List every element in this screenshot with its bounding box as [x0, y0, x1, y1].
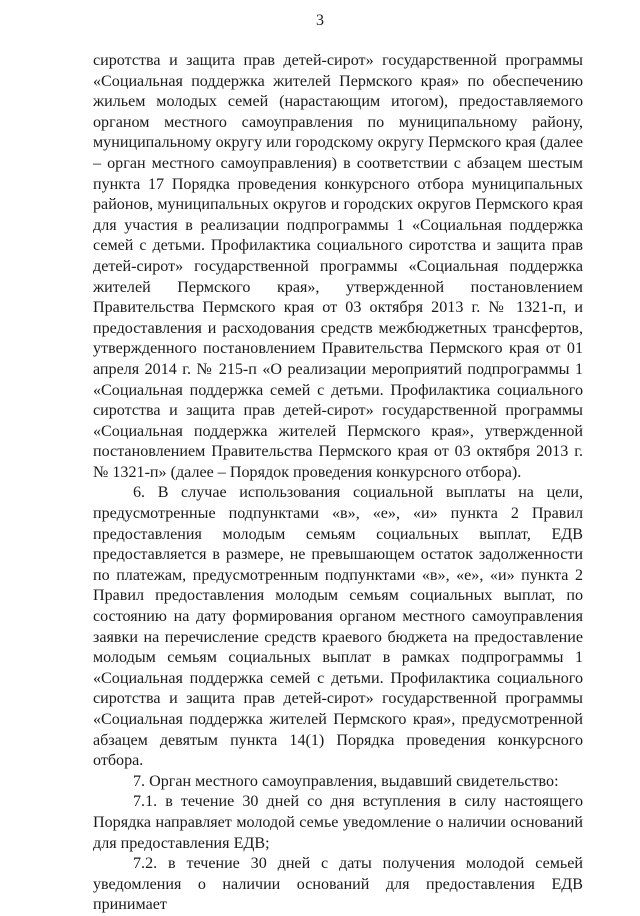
- paragraph-item-7-1: 7.1. в течение 30 дней со дня вступления в силу настоящего Порядка направляет молодой семье уведомление о наличии оснований для предоставления ЕДВ;: [93, 793, 583, 852]
- paragraph-item-7: 7. Орган местного самоуправления, выдавший свидетельство:: [133, 772, 559, 790]
- paragraph-item-7-2: 7.2. в течение 30 дней с даты получения молодой семьей уведомления о наличии оснований для предоставления ЕДВ принимает: [93, 855, 583, 914]
- paragraph-continuation: сиротства и защита прав детей-сирот» государственной программы «Социальная поддержка жителей Пермского края» по обеспечению жильем молодых семей (нарастающим итогом), предоставляемого органом местного самоуправления по муниципальному району, муниципальному округу или городскому округу Пермского края (далее – орган местного самоуправления) в соответствии с абзацем шестым пункта 17 Порядка проведения конкурсного отбора муниципальных районов, муниципальных округов и городских округов Пермского края для участия в реализации подпрограммы 1 «Социальная поддержка семей с детьми. Профилактика социального сиротства и защита прав детей-сирот» государственной программы «Социальная поддержка жителей Пермского края», утвержденной постановлением Правительства Пермского края от 03 октября 2013 г. № 1321-п, и предоставления и расходования средств межбюджетных трансфертов, утвержденного постановлением Правительства Пермского края от 01 апреля 2014 г. № 215-п «О реализации мероприятий подпрограммы 1 «Социальная поддержка семей с детьми. Профилактика социального сиротства и защита прав детей-сирот» государственной программы «Социальная поддержка жителей Пермского края», утвержденной постановлением Правительства Пермского края от 03 октября 2013 г. № 1321-п» (далее – Порядок проведения конкурсного отбора).: [93, 52, 583, 481]
- page-number: 3: [316, 12, 324, 29]
- paragraph-item-6: 6. В случае использования социальной выплаты на цели, предусмотренные подпунктами «в», «е», «и» пункта 2 Правил предоставления молодым семьям социальных выплат, ЕДВ предоставляется в размере, не превышающем остаток задолженности по платежам, предусмотренным подпунктами «в», «е», «и» пункта 2 Правил предоставления молодым семьям социальных выплат, по состоянию на дату формирования органом местного самоуправления заявки на перечисление средств краевого бюджета на предоставление молодым семьям социальных выплат в рамках подпрограммы 1 «Социальная поддержка семей с детьми. Профилактика социального сиротства и защита прав детей-сирот» государственной программы «Социальная поддержка жителей Пермского края», предусмотренной абзацем девятым пункта 14(1) Порядка проведения конкурсного отбора.: [93, 484, 583, 770]
- document-body: [93, 51, 583, 916]
